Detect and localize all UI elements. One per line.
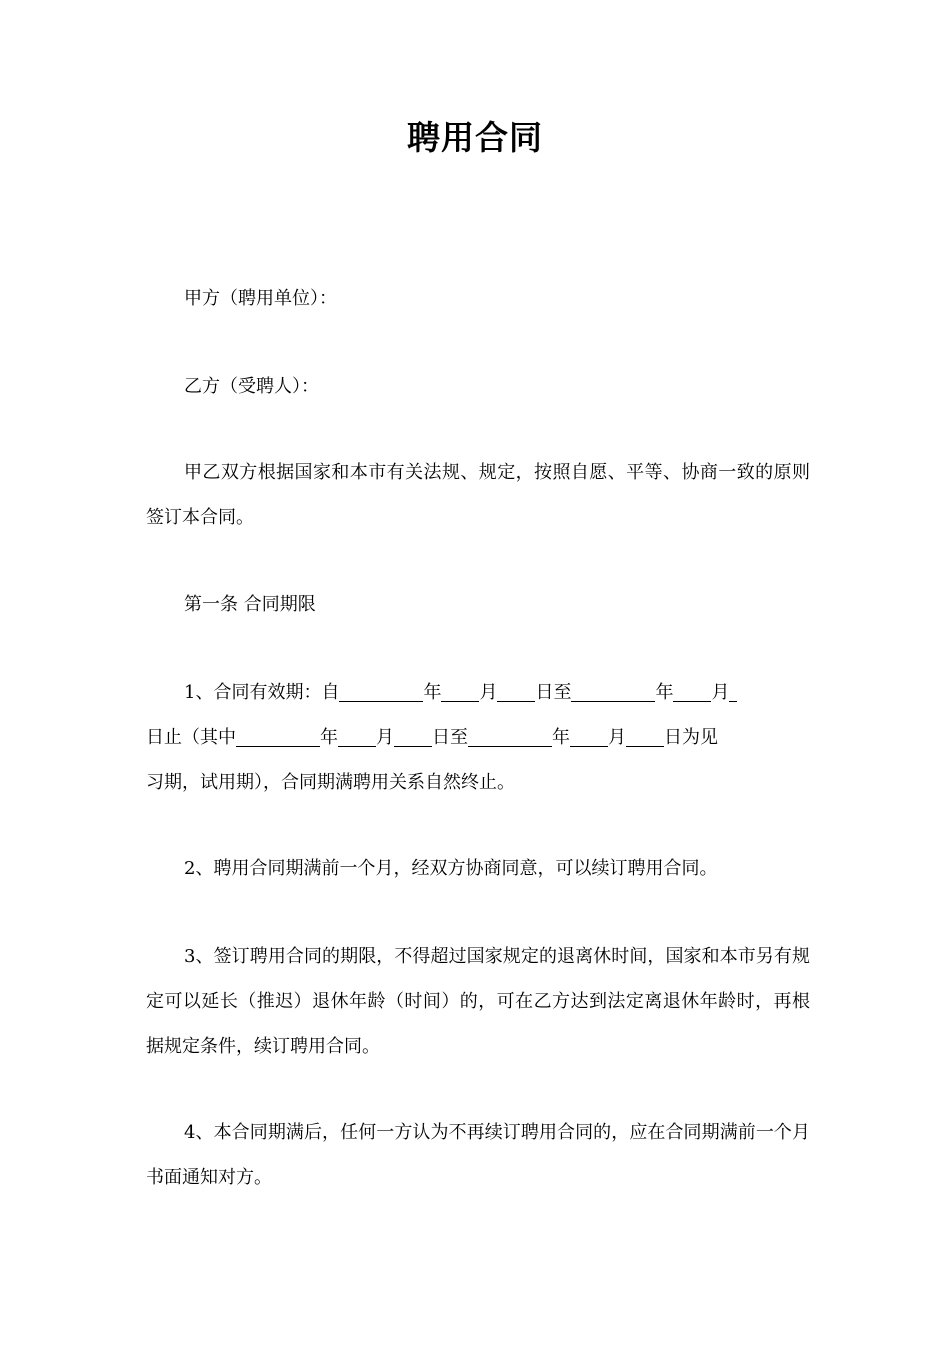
probation-label: 日为见 xyxy=(664,727,718,748)
clause-3: 3、签订聘用合同的期限，不得超过国家规定的退离休时间，国家和本市另有规定可以延长（推迟）退休年龄（时间）的，可在乙方达到法定离退休年龄时，再根据规定条件，续订聘用合同。 xyxy=(146,946,810,1057)
clause-1 xyxy=(146,670,810,805)
year-label: 年 xyxy=(320,727,338,748)
blank-start-month[interactable] xyxy=(441,681,479,702)
month-label: 月 xyxy=(376,727,394,748)
blank-start-day[interactable] xyxy=(497,681,535,702)
blank-probation-end-day[interactable] xyxy=(626,726,664,747)
blank-end-day[interactable] xyxy=(729,681,737,702)
blank-probation-start-month[interactable] xyxy=(338,726,376,747)
page-title: 聘用合同 xyxy=(407,118,543,157)
blank-probation-start-year[interactable] xyxy=(236,726,320,747)
clause-4: 4、本合同期满后，任何一方认为不再续订聘用合同的，应在合同期满前一个月书面通知对方。 xyxy=(146,1122,810,1188)
party-a-label: 甲方（聘用单位）： xyxy=(184,288,337,309)
blank-start-year[interactable] xyxy=(339,681,423,702)
year-label: 年 xyxy=(655,682,674,703)
blank-probation-end-year[interactable] xyxy=(468,726,552,747)
day-to-label: 日至 xyxy=(535,682,572,703)
year-label: 年 xyxy=(552,727,570,748)
intro-paragraph: 甲乙双方根据国家和本市有关法规、规定，按照自愿、平等、协商一致的原则签订本合同。 xyxy=(146,462,810,528)
month-label: 月 xyxy=(711,682,730,703)
clause-2: 2、聘用合同期满前一个月，经双方协商同意，可以续订聘用合同。 xyxy=(184,858,718,879)
blank-probation-end-month[interactable] xyxy=(570,726,608,747)
article-1-heading: 第一条 合同期限 xyxy=(184,594,316,615)
clause-1-tail: 习期，试用期），合同期满聘用关系自然终止。 xyxy=(146,772,515,793)
blank-probation-start-day[interactable] xyxy=(394,726,432,747)
line2-start: 日止（其中 xyxy=(146,727,236,748)
month-label: 月 xyxy=(608,727,626,748)
party-b-label: 乙方（受聘人）： xyxy=(184,376,319,397)
year-label: 年 xyxy=(423,682,442,703)
month-label: 月 xyxy=(479,682,498,703)
blank-end-month[interactable] xyxy=(673,681,711,702)
day-to-label: 日至 xyxy=(432,727,468,748)
clause-1-prefix: 1、合同有效期：自 xyxy=(184,682,340,703)
blank-end-year[interactable] xyxy=(571,681,655,702)
